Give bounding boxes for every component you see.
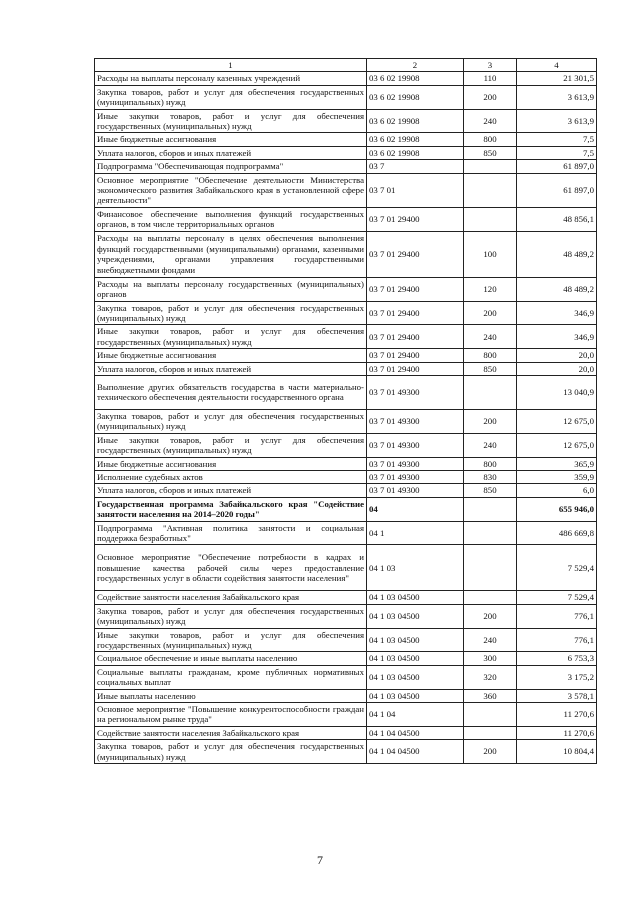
table-row <box>95 521 597 545</box>
row-type-cell: 360 <box>464 689 517 702</box>
row-type-cell: 240 <box>464 109 517 133</box>
table-row <box>95 231 597 277</box>
row-type-cell <box>464 545 517 591</box>
row-amount-cell: 12 675,0 <box>517 433 597 457</box>
row-type-cell: 800 <box>464 457 517 470</box>
row-name-cell: Основное мероприятие "Повышение конкурентоспособности граждан на региональном рынке труда" <box>95 703 367 727</box>
table-row <box>95 497 597 521</box>
row-name-cell: Иные закупки товаров, работ и услуг для обеспечения государственных (муниципальных) нужд <box>95 433 367 457</box>
row-code-cell: 03 7 01 29400 <box>367 231 464 277</box>
row-name-cell: Расходы на выплаты персоналу государственных (муниципальных) органов <box>95 277 367 301</box>
row-amount-cell: 61 897,0 <box>517 173 597 207</box>
row-amount-cell: 11 270,6 <box>517 703 597 727</box>
row-amount-cell: 3 613,9 <box>517 109 597 133</box>
table-row <box>95 133 597 146</box>
table-row <box>95 740 597 764</box>
table-row <box>95 72 597 85</box>
row-name-cell: Закупка товаров, работ и услуг для обеспечения государственных (муниципальных) нужд <box>95 85 367 109</box>
row-name-cell: Иные бюджетные ассигнования <box>95 133 367 146</box>
row-type-cell <box>464 160 517 173</box>
table-row <box>95 545 597 591</box>
row-amount-cell: 3 613,9 <box>517 85 597 109</box>
table-row <box>95 470 597 483</box>
row-code-cell: 04 1 03 <box>367 545 464 591</box>
row-name-cell: Основное мероприятие "Обеспечение деятельности Министерства экономического развития Забайкальского края в установленной сфере деятельности" <box>95 173 367 207</box>
row-name-cell: Расходы на выплаты персоналу в целях обеспечения выполнения функций государственными (муниципальными) органами, казенными учреждениями, органами управления государственными внебюджетными фондами <box>95 231 367 277</box>
row-type-cell: 300 <box>464 652 517 665</box>
row-code-cell: 04 1 03 04500 <box>367 689 464 702</box>
row-code-cell: 04 1 03 04500 <box>367 652 464 665</box>
row-name-cell: Иные закупки товаров, работ и услуг для обеспечения государственных (муниципальных) нужд <box>95 109 367 133</box>
row-type-cell: 800 <box>464 349 517 362</box>
row-type-cell: 240 <box>464 325 517 349</box>
row-type-cell <box>464 726 517 739</box>
row-type-cell: 850 <box>464 146 517 159</box>
row-amount-cell: 48 856,1 <box>517 207 597 231</box>
row-code-cell: 04 1 <box>367 521 464 545</box>
table-row <box>95 433 597 457</box>
table-row <box>95 301 597 325</box>
row-code-cell: 03 7 01 29400 <box>367 349 464 362</box>
row-code-cell: 03 6 02 19908 <box>367 72 464 85</box>
row-amount-cell: 6,0 <box>517 484 597 497</box>
row-code-cell: 03 7 01 29400 <box>367 362 464 375</box>
row-name-cell: Уплата налогов, сборов и иных платежей <box>95 484 367 497</box>
table-row <box>95 628 597 652</box>
row-code-cell: 03 7 01 49300 <box>367 470 464 483</box>
table-row <box>95 277 597 301</box>
row-name-cell: Социальные выплаты гражданам, кроме публичных нормативных социальных выплат <box>95 665 367 689</box>
row-amount-cell: 61 897,0 <box>517 160 597 173</box>
row-code-cell: 04 1 04 04500 <box>367 726 464 739</box>
table-row <box>95 689 597 702</box>
row-amount-cell: 7 529,4 <box>517 591 597 604</box>
row-type-cell: 830 <box>464 470 517 483</box>
row-amount-cell: 11 270,6 <box>517 726 597 739</box>
row-name-cell: Закупка товаров, работ и услуг для обеспечения государственных (муниципальных) нужд <box>95 740 367 764</box>
row-amount-cell: 13 040,9 <box>517 375 597 409</box>
table-row <box>95 652 597 665</box>
row-code-cell: 03 6 02 19908 <box>367 146 464 159</box>
row-type-cell: 800 <box>464 133 517 146</box>
row-code-cell: 03 7 01 <box>367 173 464 207</box>
row-amount-cell: 48 489,2 <box>517 277 597 301</box>
table-row <box>95 665 597 689</box>
table-row <box>95 484 597 497</box>
table-row <box>95 457 597 470</box>
row-type-cell <box>464 173 517 207</box>
row-name-cell: Основное мероприятие "Обеспечение потребности в кадрах и повышение качества рабочей силы через предоставление государственных услуг в области содействия занятости населения" <box>95 545 367 591</box>
row-code-cell: 03 7 01 49300 <box>367 409 464 433</box>
table-row <box>95 409 597 433</box>
row-amount-cell: 20,0 <box>517 362 597 375</box>
row-type-cell: 240 <box>464 433 517 457</box>
table-row <box>95 591 597 604</box>
row-type-cell: 200 <box>464 604 517 628</box>
row-amount-cell: 776,1 <box>517 628 597 652</box>
row-type-cell: 120 <box>464 277 517 301</box>
row-name-cell: Уплата налогов, сборов и иных платежей <box>95 146 367 159</box>
budget-table <box>94 58 597 764</box>
table-row <box>95 349 597 362</box>
row-name-cell: Содействие занятости населения Забайкальского края <box>95 726 367 739</box>
row-name-cell: Государственная программа Забайкальского края "Содействие занятости населения на 2014–2020 годы" <box>95 497 367 521</box>
row-code-cell: 03 7 <box>367 160 464 173</box>
row-amount-cell: 3 175,2 <box>517 665 597 689</box>
row-code-cell: 04 1 03 04500 <box>367 665 464 689</box>
table-row <box>95 604 597 628</box>
row-amount-cell: 7,5 <box>517 133 597 146</box>
table-header-row <box>95 59 597 72</box>
row-name-cell: Иные закупки товаров, работ и услуг для обеспечения государственных (муниципальных) нужд <box>95 628 367 652</box>
row-code-cell: 04 1 03 04500 <box>367 591 464 604</box>
table-row <box>95 160 597 173</box>
column-header-code: 2 <box>367 59 464 72</box>
row-code-cell: 04 1 04 04500 <box>367 740 464 764</box>
row-code-cell: 03 6 02 19908 <box>367 133 464 146</box>
row-type-cell <box>464 375 517 409</box>
row-code-cell: 03 7 01 49300 <box>367 457 464 470</box>
row-type-cell: 850 <box>464 362 517 375</box>
row-type-cell: 850 <box>464 484 517 497</box>
row-type-cell: 320 <box>464 665 517 689</box>
row-code-cell: 03 6 02 19908 <box>367 109 464 133</box>
row-code-cell: 04 1 04 <box>367 703 464 727</box>
row-type-cell <box>464 207 517 231</box>
row-code-cell: 04 1 03 04500 <box>367 628 464 652</box>
column-header-name: 1 <box>95 59 367 72</box>
row-type-cell <box>464 521 517 545</box>
row-code-cell: 03 7 01 49300 <box>367 375 464 409</box>
row-name-cell: Финансовое обеспечение выполнения функций государственных органов, в том числе территориальных органов <box>95 207 367 231</box>
page-number: 7 <box>317 853 323 867</box>
table-row <box>95 703 597 727</box>
row-name-cell: Выполнение других обязательств государства в части материально-технического обеспечения деятельности государственного органа <box>95 375 367 409</box>
table-row <box>95 375 597 409</box>
row-name-cell: Расходы на выплаты персоналу казенных учреждений <box>95 72 367 85</box>
row-amount-cell: 21 301,5 <box>517 72 597 85</box>
row-type-cell: 240 <box>464 628 517 652</box>
row-amount-cell: 10 804,4 <box>517 740 597 764</box>
column-header-amount: 4 <box>517 59 597 72</box>
row-name-cell: Исполнение судебных актов <box>95 470 367 483</box>
row-amount-cell: 655 946,0 <box>517 497 597 521</box>
row-code-cell: 04 <box>367 497 464 521</box>
row-code-cell: 04 1 03 04500 <box>367 604 464 628</box>
row-name-cell: Закупка товаров, работ и услуг для обеспечения государственных (муниципальных) нужд <box>95 409 367 433</box>
row-amount-cell: 12 675,0 <box>517 409 597 433</box>
row-amount-cell: 486 669,8 <box>517 521 597 545</box>
row-type-cell: 200 <box>464 85 517 109</box>
table-row <box>95 325 597 349</box>
row-name-cell: Уплата налогов, сборов и иных платежей <box>95 362 367 375</box>
row-amount-cell: 3 578,1 <box>517 689 597 702</box>
row-type-cell: 200 <box>464 301 517 325</box>
row-amount-cell: 346,9 <box>517 301 597 325</box>
row-name-cell: Подпрограмма "Активная политика занятости и социальная поддержка безработных" <box>95 521 367 545</box>
row-name-cell: Иные выплаты населению <box>95 689 367 702</box>
row-code-cell: 03 7 01 29400 <box>367 301 464 325</box>
row-amount-cell: 48 489,2 <box>517 231 597 277</box>
row-code-cell: 03 7 01 49300 <box>367 433 464 457</box>
row-amount-cell: 7 529,4 <box>517 545 597 591</box>
row-code-cell: 03 7 01 29400 <box>367 207 464 231</box>
row-name-cell: Закупка товаров, работ и услуг для обеспечения государственных (муниципальных) нужд <box>95 301 367 325</box>
row-amount-cell: 365,9 <box>517 457 597 470</box>
row-code-cell: 03 7 01 29400 <box>367 325 464 349</box>
row-name-cell: Социальное обеспечение и иные выплаты населению <box>95 652 367 665</box>
row-code-cell: 03 7 01 49300 <box>367 484 464 497</box>
table-row <box>95 362 597 375</box>
row-name-cell: Закупка товаров, работ и услуг для обеспечения государственных (муниципальных) нужд <box>95 604 367 628</box>
row-type-cell <box>464 591 517 604</box>
row-name-cell: Иные бюджетные ассигнования <box>95 349 367 362</box>
table-row <box>95 85 597 109</box>
row-amount-cell: 7,5 <box>517 146 597 159</box>
row-amount-cell: 6 753,3 <box>517 652 597 665</box>
row-amount-cell: 359,9 <box>517 470 597 483</box>
table-row <box>95 207 597 231</box>
table-row <box>95 109 597 133</box>
row-amount-cell: 20,0 <box>517 349 597 362</box>
row-type-cell: 100 <box>464 231 517 277</box>
row-type-cell: 200 <box>464 740 517 764</box>
column-header-type: 3 <box>464 59 517 72</box>
table-row <box>95 146 597 159</box>
row-name-cell: Подпрограмма "Обеспечивающая подпрограмма" <box>95 160 367 173</box>
row-type-cell <box>464 497 517 521</box>
row-type-cell <box>464 703 517 727</box>
row-code-cell: 03 6 02 19908 <box>367 85 464 109</box>
table-row <box>95 726 597 739</box>
row-name-cell: Содействие занятости населения Забайкальского края <box>95 591 367 604</box>
row-name-cell: Иные бюджетные ассигнования <box>95 457 367 470</box>
table-row <box>95 173 597 207</box>
row-code-cell: 03 7 01 29400 <box>367 277 464 301</box>
row-amount-cell: 776,1 <box>517 604 597 628</box>
row-amount-cell: 346,9 <box>517 325 597 349</box>
row-type-cell: 200 <box>464 409 517 433</box>
row-type-cell: 110 <box>464 72 517 85</box>
row-name-cell: Иные закупки товаров, работ и услуг для обеспечения государственных (муниципальных) нужд <box>95 325 367 349</box>
